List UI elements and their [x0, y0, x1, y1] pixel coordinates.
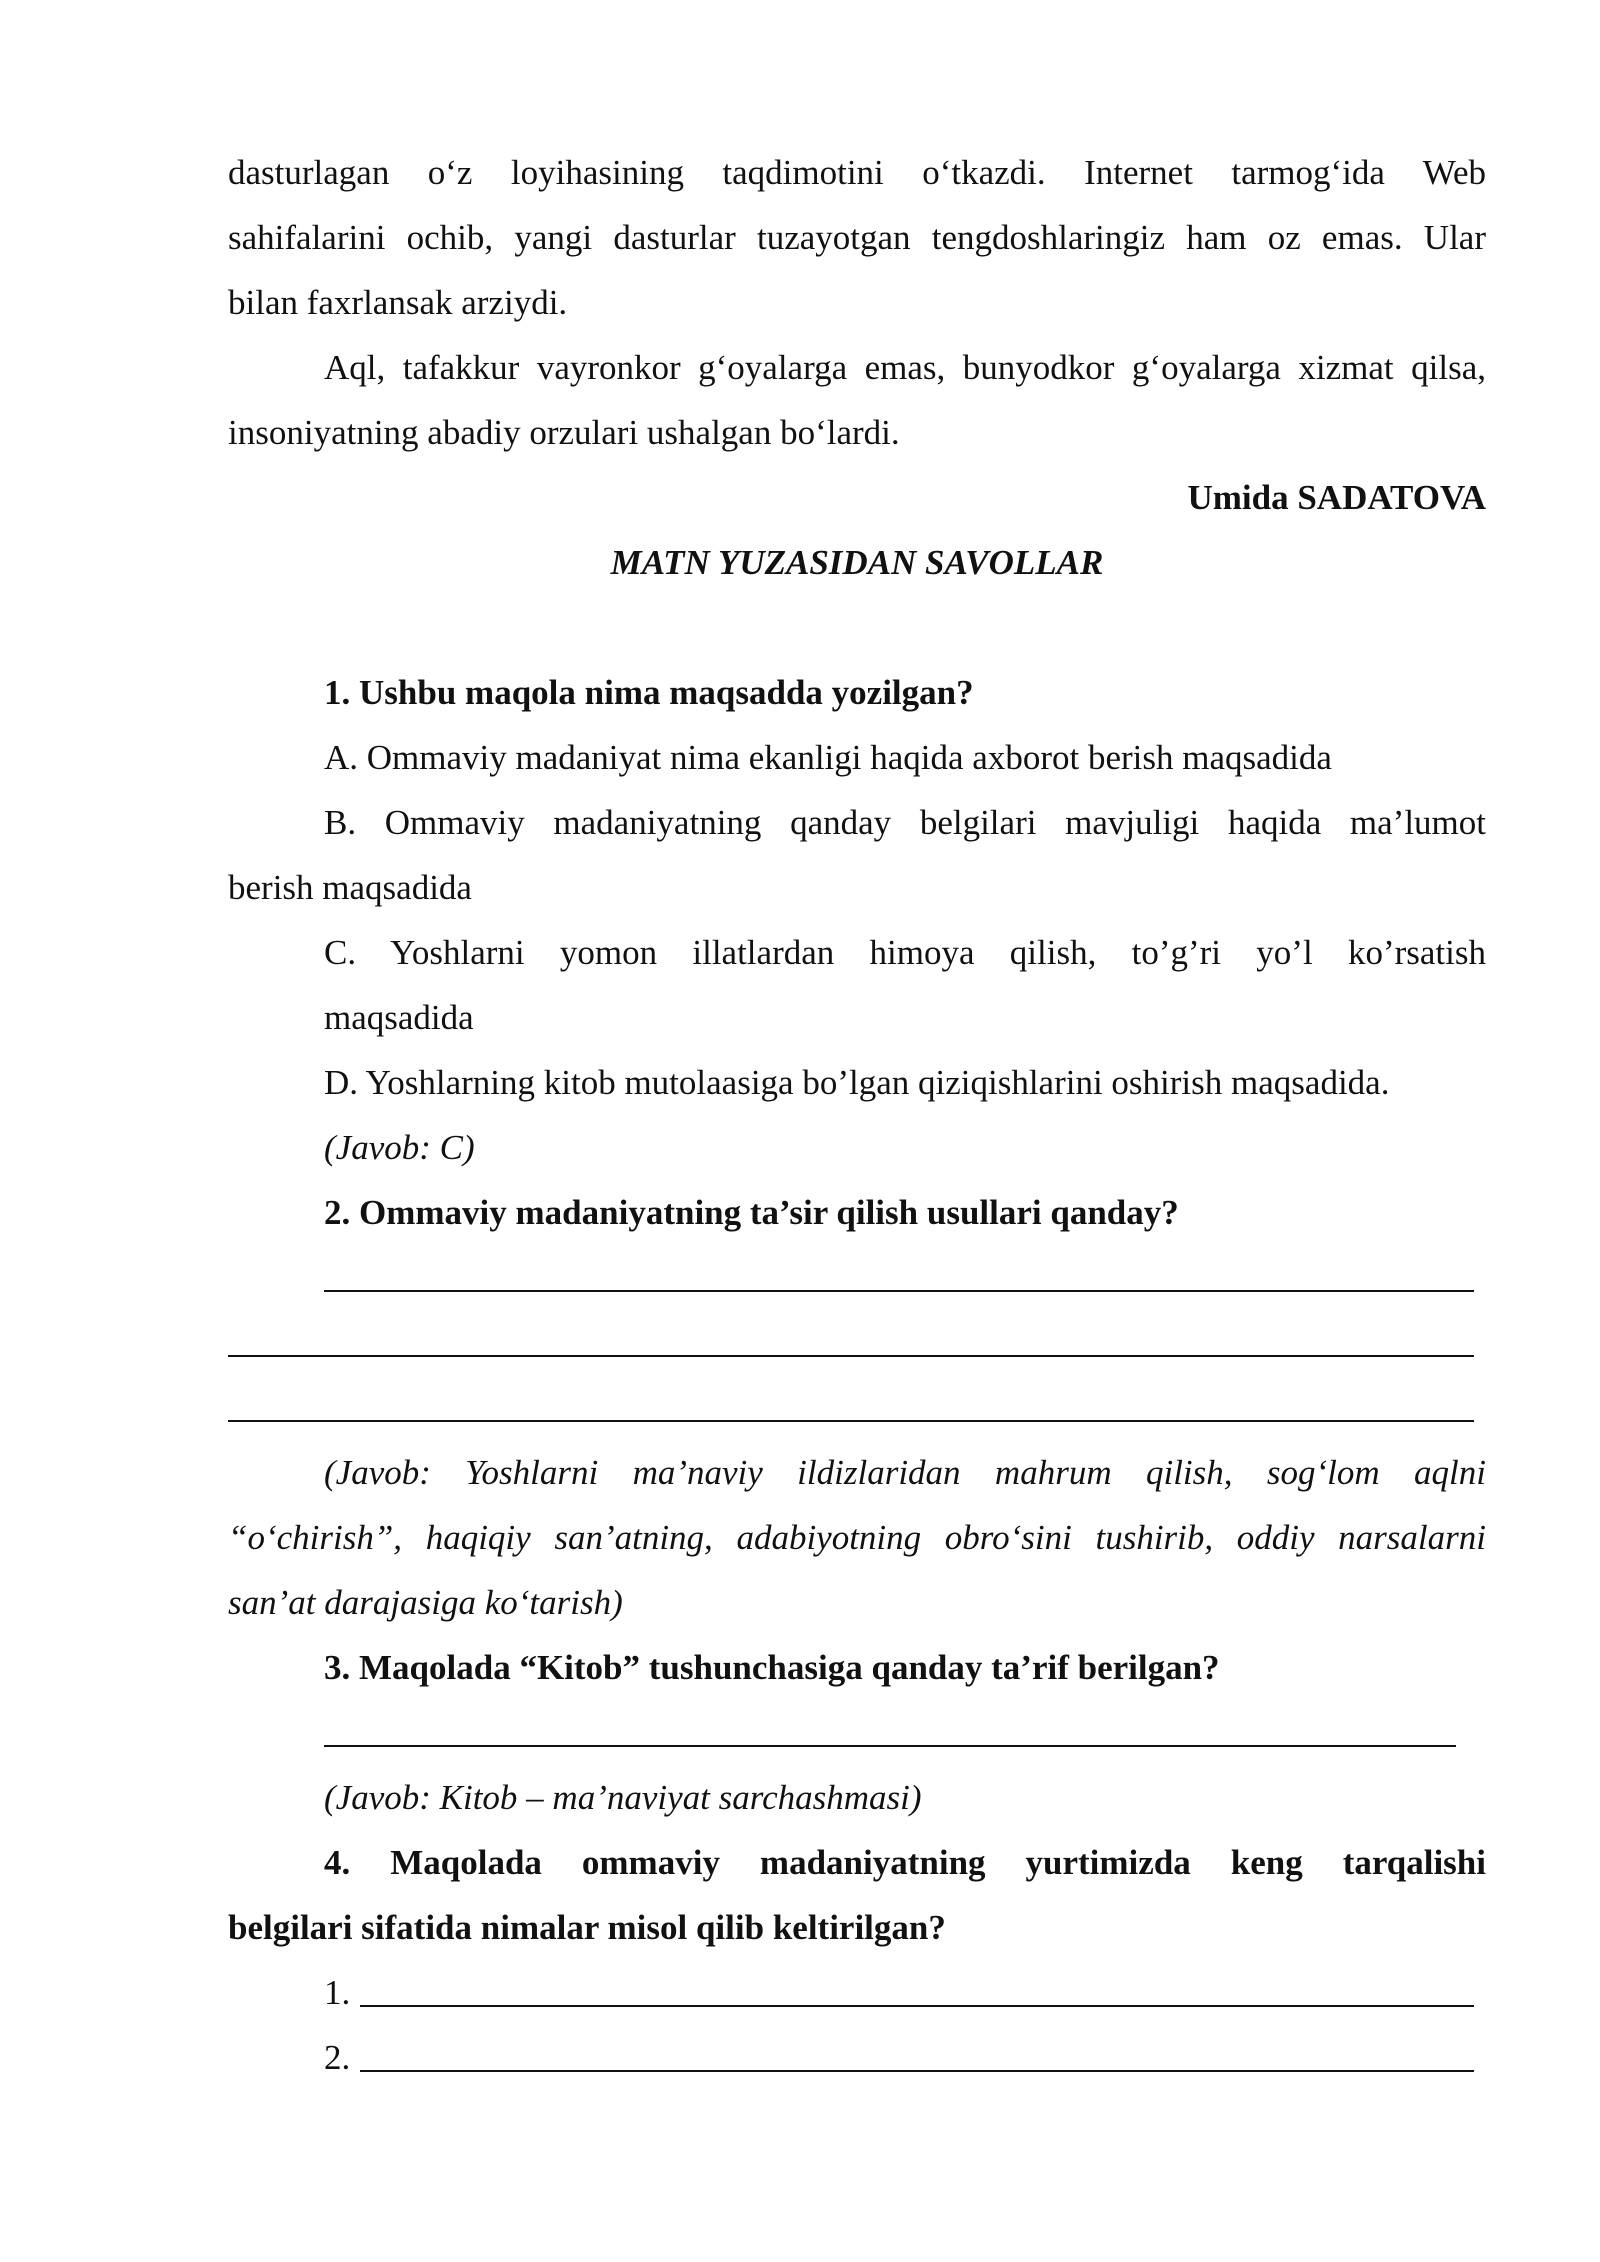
spacer: [228, 595, 1486, 660]
question-2: 2. Ommaviy madaniyatning ta’sir qilish usullari qanday?: [324, 1193, 1179, 1232]
question-3: 3. Maqolada “Kitob” tushunchasiga qanday ta’rif berilgan?: [324, 1648, 1220, 1687]
q1-option-b-line-2: berish maqsadida: [228, 868, 472, 907]
item-number: 2.: [324, 2038, 351, 2077]
underline: [324, 1290, 1474, 1292]
q1-option-d: D. Yoshlarning kitob mutolaasiga bo’lgan qiziqishlarini oshirish maqsadida.: [324, 1063, 1390, 1102]
q1-answer: (Javob: C): [324, 1128, 475, 1167]
document-page: [228, 140, 1486, 2090]
q1-option-c-line-1: C. Yoshlarni yomon illatlardan himoya qilish, to’g’ri yo’l ko’rsatish: [324, 933, 1486, 972]
q4-item-1[interactable]: [228, 1960, 1486, 2025]
q2-answer-line-3: san’at darajasiga ko‘tarish): [228, 1583, 623, 1622]
q4-item-2[interactable]: [228, 2025, 1486, 2090]
q2-answer-line-1: (Javob: Yoshlarni ma’naviy ildizlaridan mahrum qilish, sog‘lom aqlni: [324, 1453, 1486, 1492]
q1-option-b-line-1: B. Ommaviy madaniyatning qanday belgilari mavjuligi haqida ma’lumot: [324, 803, 1486, 842]
q2-answer-line-2: “o‘chirish”, haqiqiy san’atning, adabiyotning obro‘sini tushirib, oddiy narsalarni: [228, 1518, 1486, 1557]
underline: [228, 1355, 1474, 1357]
q1-option-a: A. Ommaviy madaniyat nima ekanligi haqida axborot berish maqsadida: [324, 738, 1332, 777]
intro-line-1: dasturlagan o‘z loyihasining taqdimotini o‘tkazdi. Internet tarmog‘ida Web: [228, 153, 1486, 192]
answer-line[interactable]: [228, 1700, 1486, 1765]
question-1: 1. Ushbu maqola nima maqsadda yozilgan?: [324, 673, 974, 712]
q3-answer: (Javob: Kitob – ma’naviyat sarchashmasi): [324, 1778, 922, 1817]
intro-line-2: sahifalarini ochib, yangi dasturlar tuzayotgan tengdoshlaringiz ham oz emas. Ular: [228, 218, 1486, 257]
section-title: MATN YUZASIDAN SAVOLLAR: [610, 543, 1104, 582]
underline: [360, 2070, 1474, 2072]
author-name: Umida SADATOVA: [1187, 478, 1486, 517]
intro-line-5: insoniyatning abadiy orzulari ushalgan bo‘lardi.: [228, 413, 900, 452]
underline: [324, 1745, 1456, 1747]
answer-line[interactable]: [228, 1245, 1486, 1310]
item-number: 1.: [324, 1973, 351, 2012]
intro-line-4: Aql, tafakkur vayronkor g‘oyalarga emas, bunyodkor g‘oyalarga xizmat qilsa,: [324, 348, 1486, 387]
q1-option-c-line-2: maqsadida: [324, 998, 474, 1037]
answer-line[interactable]: [228, 1375, 1486, 1440]
underline: [360, 2005, 1474, 2007]
underline: [228, 1420, 1474, 1422]
answer-line[interactable]: [228, 1310, 1486, 1375]
question-4-line-2: belgilari sifatida nimalar misol qilib keltirilgan?: [228, 1908, 946, 1947]
intro-line-3: bilan faxrlansak arziydi.: [228, 283, 568, 322]
question-4-line-1: 4. Maqolada ommaviy madaniyatning yurtimizda keng tarqalishi: [324, 1843, 1486, 1882]
